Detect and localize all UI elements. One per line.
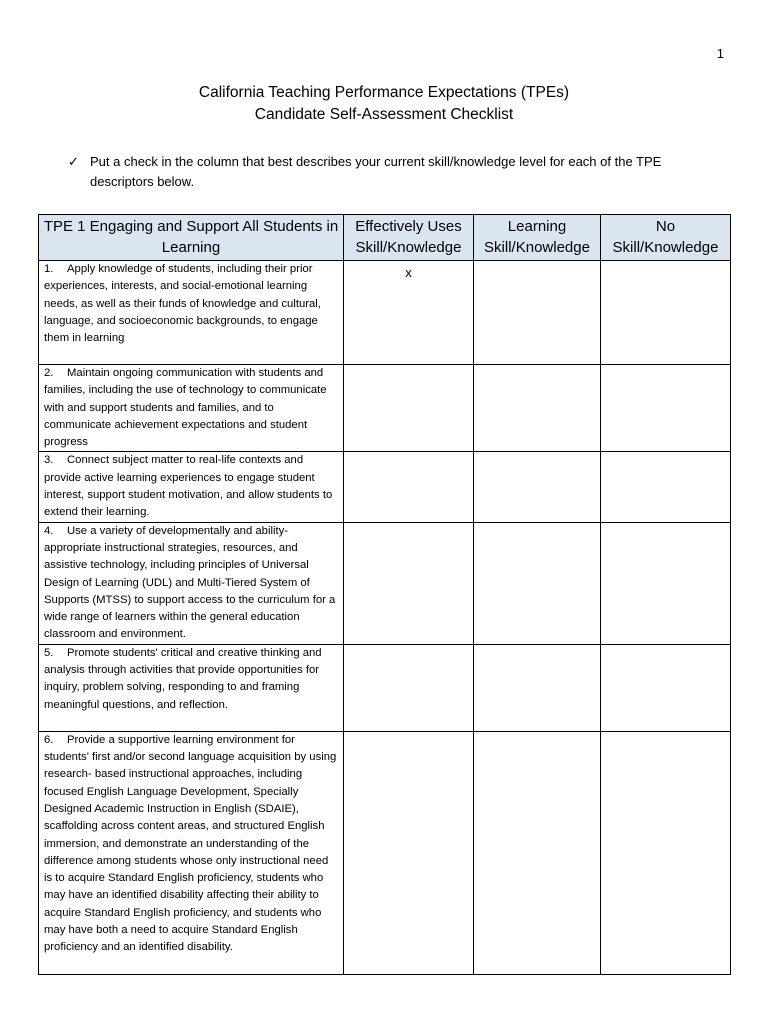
- table-row: [39, 522, 731, 644]
- descriptor-cell: [39, 261, 344, 365]
- table-row: [39, 261, 731, 365]
- descriptor-cell: [39, 731, 344, 974]
- header-no-skill: No Skill/Knowledge: [601, 215, 731, 261]
- learning-cell[interactable]: [474, 261, 601, 365]
- table-row: [39, 365, 731, 452]
- no-skill-cell[interactable]: [601, 731, 731, 974]
- instruction: [68, 152, 728, 192]
- learning-cell[interactable]: [474, 365, 601, 452]
- no-skill-cell[interactable]: [601, 522, 731, 644]
- effective-cell[interactable]: [344, 452, 474, 522]
- table-row: [39, 452, 731, 522]
- header-learning: Learning Skill/Knowledge: [474, 215, 601, 261]
- effective-cell[interactable]: [344, 365, 474, 452]
- descriptor-number: 2.: [44, 367, 54, 379]
- descriptor-number: 1.: [44, 263, 54, 275]
- descriptor-number: 6.: [44, 733, 54, 746]
- no-skill-cell[interactable]: [601, 261, 731, 365]
- table-row: [39, 731, 731, 974]
- descriptor-cell: [39, 452, 344, 522]
- descriptor-text: Apply knowledge of students, including their prior experiences, interests, and social-emotional learning needs, as well as their funds of knowledge and cultural, language, and socioeconomic backgrounds, to engage them in learning: [44, 263, 321, 345]
- no-skill-cell[interactable]: [601, 452, 731, 522]
- effective-cell[interactable]: [344, 731, 474, 974]
- document-title: [0, 82, 768, 126]
- tpe-checklist-table: [38, 214, 731, 975]
- descriptor-cell: [39, 644, 344, 731]
- header-effectively-uses: Effectively Uses Skill/Knowledge: [344, 215, 474, 261]
- descriptor-text: Provide a supportive learning environment for students' first and/or second language acquisition by using research- based instructional approaches, including focused English Language Development, Specially Designed Academic Instruction in English (SDAIE), scaffolding across content areas, and structured English immersion, and demonstrate an understanding of the difference among students whose only instructional need is to acquire Standard English proficiency, students who may have an identified disability affecting their ability to acquire Standard English proficiency, and students who may have both a need to acquire Standard English proficiency and an identified disability.: [44, 733, 337, 954]
- descriptor-number: 3.: [44, 454, 54, 467]
- descriptor-cell: [39, 522, 344, 644]
- checkmark-icon: ✓: [68, 154, 79, 169]
- effective-cell[interactable]: [344, 644, 474, 731]
- descriptor-number: 5.: [44, 646, 54, 659]
- descriptor-text: Maintain ongoing communication with students and families, including the use of technology to communicate with and support students and families, and to communicate achievement expectations and student progress: [44, 367, 327, 449]
- table-row: [39, 644, 731, 731]
- header-tpe: TPE 1 Engaging and Support All Students in Learning: [39, 215, 344, 261]
- page-number: 1: [716, 46, 724, 61]
- no-skill-cell[interactable]: [601, 644, 731, 731]
- descriptor-text: Promote students' critical and creative thinking and analysis through activities that provide opportunities for inquiry, problem solving, responding to and framing meaningful questions, and reflection.: [44, 646, 322, 711]
- instruction-text: Put a check in the column that best describes your current skill/knowledge level for each of the TPE descriptors below.: [90, 154, 662, 189]
- learning-cell[interactable]: [474, 522, 601, 644]
- no-skill-cell[interactable]: [601, 365, 731, 452]
- learning-cell[interactable]: [474, 644, 601, 731]
- descriptor-text: Connect subject matter to real-life contexts and provide active learning experiences to engage student interest, support student motivation, and allow students to extend their learning.: [44, 454, 333, 519]
- descriptor-text: Use a variety of developmentally and ability-appropriate instructional strategies, resources, and assistive technology, including principles of Universal Design of Learning (UDL) and Multi-Tiered System of Supports (MTSS) to support access to the curriculum for a wide range of learners within the general education classroom and environment.: [44, 524, 336, 641]
- title-line-1: California Teaching Performance Expectations (TPEs): [198, 84, 570, 101]
- descriptor-cell: [39, 365, 344, 452]
- descriptor-number: 4.: [44, 524, 54, 537]
- effective-cell[interactable]: x: [344, 261, 474, 365]
- learning-cell[interactable]: [474, 731, 601, 974]
- learning-cell[interactable]: [474, 452, 601, 522]
- table-header-row: [39, 215, 731, 261]
- effective-cell[interactable]: [344, 522, 474, 644]
- title-line-2: Candidate Self-Assessment Checklist: [254, 106, 514, 123]
